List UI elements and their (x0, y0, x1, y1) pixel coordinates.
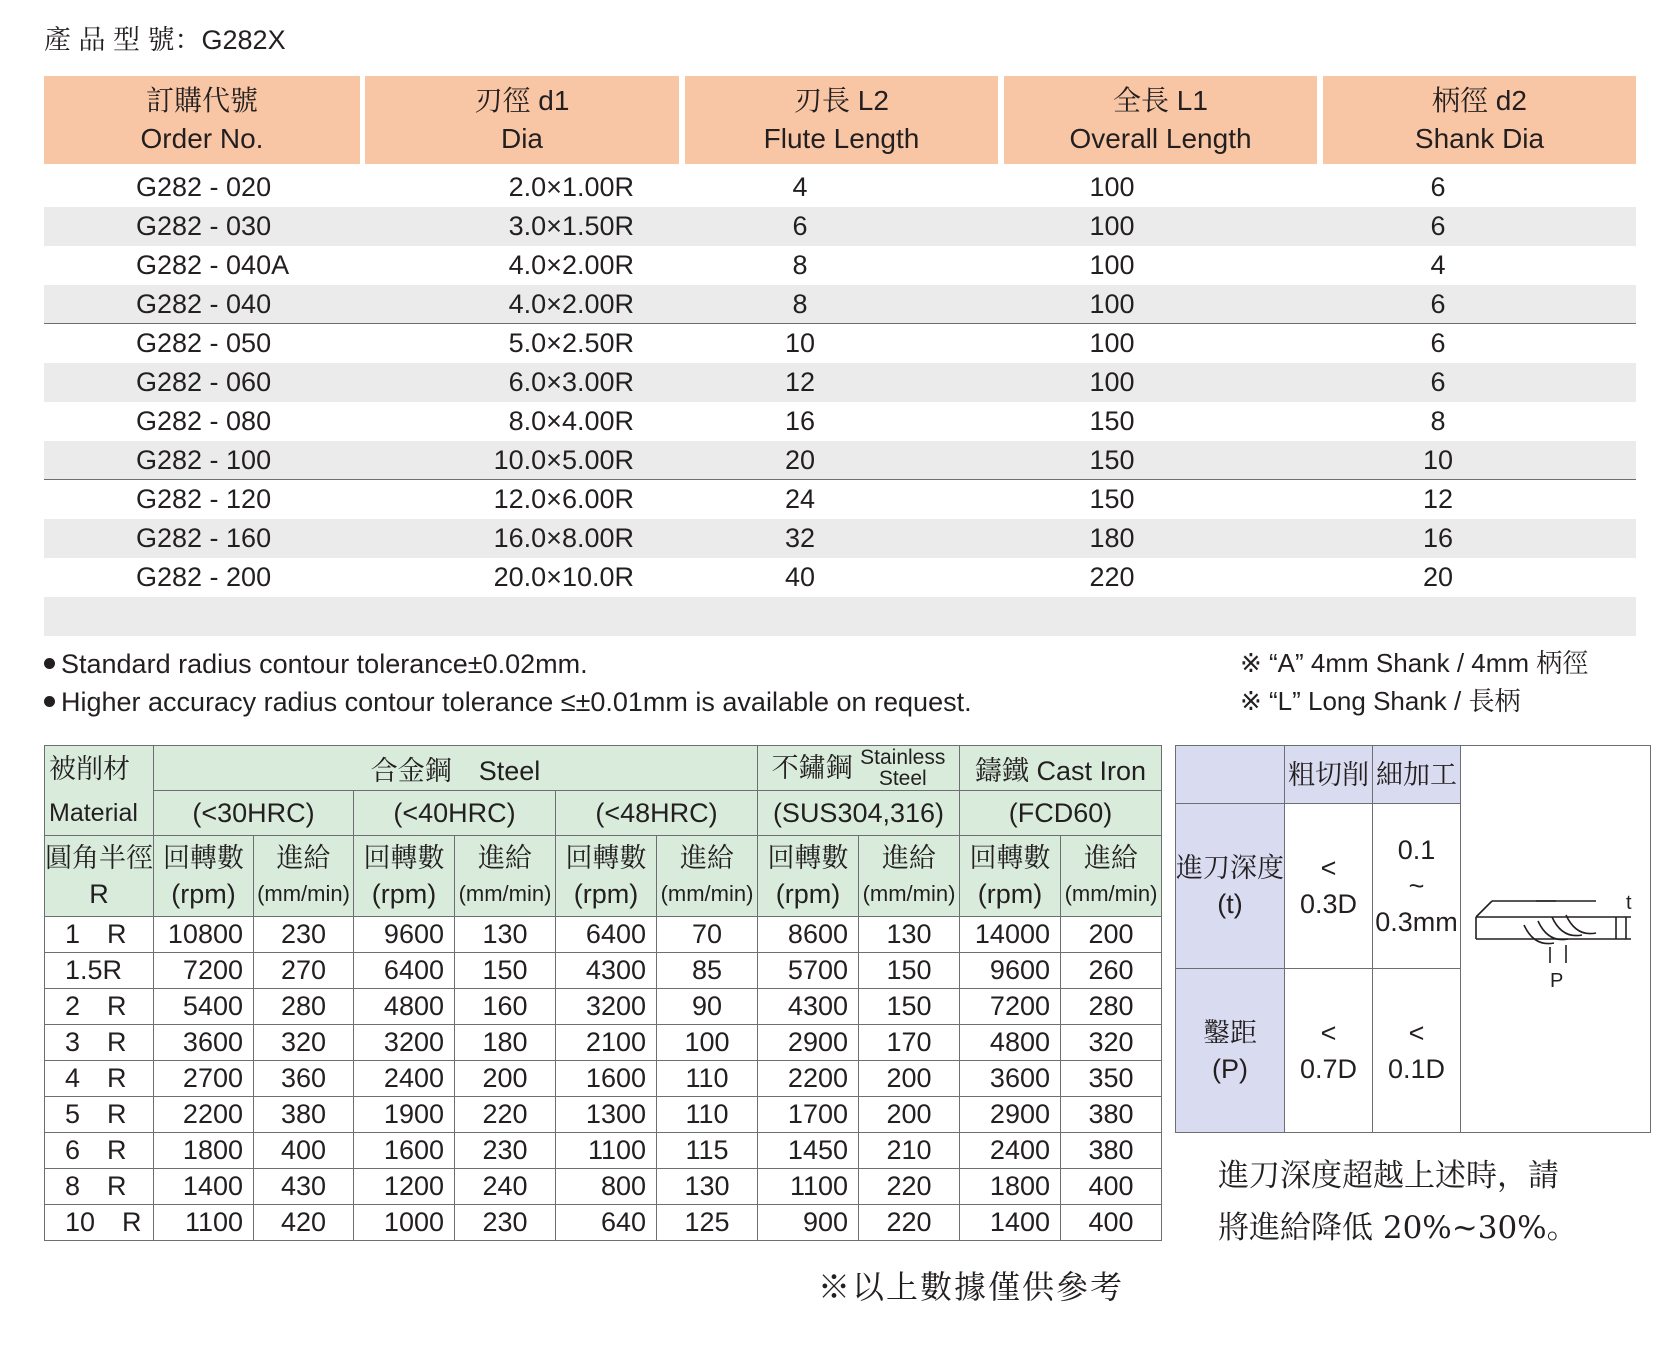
feed-cell: 100 (657, 1025, 758, 1061)
cell-dia: 5.0×2.50R (508, 328, 634, 358)
rpm-cell: 1800 (154, 1133, 254, 1169)
radius-cell: 6 R (45, 1133, 154, 1169)
radius-cell: 10 R (45, 1205, 154, 1241)
rpm-cell: 14000 (960, 917, 1061, 953)
feed-zh: 進給 (1084, 843, 1138, 873)
feed-cell: 400 (1061, 1169, 1162, 1205)
rpm-cell: 800 (556, 1169, 657, 1205)
table-row (45, 989, 1162, 1025)
product-model-title (44, 20, 286, 60)
rpm-cell: 2200 (758, 1061, 859, 1097)
feed-cell: 200 (859, 1097, 960, 1133)
cell-flute: 4 (792, 172, 808, 202)
feed-cell: 200 (455, 1061, 556, 1097)
cell-shank: 12 (1422, 484, 1454, 514)
rpm-cell: 4800 (354, 989, 455, 1025)
feed-cell: 220 (455, 1097, 556, 1133)
feed-cell: 220 (859, 1205, 960, 1241)
header-zh: 訂購代號 (145, 85, 258, 116)
cell-overall: 100 (1089, 289, 1135, 319)
rpm-zh: 回轉數 (163, 843, 244, 873)
rpm-zh: 回轉數 (363, 843, 445, 873)
value-line: < (1320, 1017, 1337, 1048)
table-row (44, 285, 1636, 324)
stainless-zh: 不鏽鋼 (771, 753, 853, 783)
cutting-conditions-table (44, 745, 1162, 1241)
feed-cell: 320 (1061, 1025, 1162, 1061)
cell-flute: 12 (784, 367, 816, 397)
cell-order: G282 - 020 (136, 172, 272, 202)
feed-cell: 400 (1061, 1205, 1162, 1241)
feed-header (1061, 836, 1162, 917)
radius-cell: 8 R (45, 1169, 154, 1205)
cell-order: G282 - 160 (136, 523, 272, 553)
radius-cell: 3 R (45, 1025, 154, 1061)
rpm-cell: 1100 (154, 1205, 254, 1241)
cell-overall: 220 (1089, 562, 1135, 592)
bullet-icon (44, 658, 55, 669)
feed-cell: 70 (657, 917, 758, 953)
feed-cell: 130 (455, 917, 556, 953)
header-zh: 柄徑 d2 (1432, 85, 1527, 116)
radius-cell: 1 R (45, 917, 154, 953)
rpm-cell: 7200 (960, 989, 1061, 1025)
feed-cell: 130 (859, 917, 960, 953)
value-line: ~ (1408, 871, 1425, 901)
radius-cell: 2 R (45, 989, 154, 1025)
model-number: G282X (201, 25, 286, 55)
depth-table-corner (1176, 746, 1285, 804)
feed-cell: 180 (455, 1025, 556, 1061)
cell-overall: 100 (1089, 367, 1135, 397)
rpm-cell: 1400 (960, 1205, 1061, 1241)
rpm-cell: 10800 (154, 917, 254, 953)
feed-cell: 430 (254, 1169, 354, 1205)
feed-cell: 220 (859, 1169, 960, 1205)
cell-flute: 6 (792, 211, 808, 241)
value-line: 0.7D (1299, 1053, 1358, 1084)
feed-cell: 230 (455, 1133, 556, 1169)
cell-dia: 10.0×5.00R (493, 445, 634, 475)
feed-cell: 85 (657, 953, 758, 989)
rpm-cell: 1400 (154, 1169, 254, 1205)
feed-cell: 150 (859, 989, 960, 1025)
rpm-cell: 3200 (556, 989, 657, 1025)
stainless-header (758, 746, 960, 791)
cell-dia: 8.0×4.00R (508, 406, 634, 436)
feed-cell: 350 (1061, 1061, 1162, 1097)
table-row (44, 363, 1636, 402)
rpm-cell: 4300 (556, 953, 657, 989)
table-row (44, 480, 1636, 519)
header-zh: 刃徑 d1 (474, 85, 570, 116)
depth-zh: 進刀深度 (1176, 853, 1284, 883)
feed-cell: 170 (859, 1025, 960, 1061)
value-line: 0.1D (1387, 1053, 1446, 1084)
cell-flute: 16 (784, 406, 816, 436)
depth-finish-value (1373, 804, 1461, 969)
table-row (45, 1205, 1162, 1241)
note-l-shank: ※ “L” Long Shank / 長柄 (1240, 686, 1521, 716)
radius-cell: 5 R (45, 1097, 154, 1133)
rpm-en: (rpm) (371, 879, 437, 909)
rpm-en: (rpm) (977, 879, 1043, 909)
cell-shank: 6 (1430, 289, 1446, 319)
rpm-cell: 3200 (354, 1025, 455, 1061)
cell-shank: 6 (1430, 211, 1446, 241)
feed-cell: 115 (657, 1133, 758, 1169)
rpm-cell: 2900 (758, 1025, 859, 1061)
rpm-cell: 1800 (960, 1169, 1061, 1205)
product-table-header (44, 76, 1636, 164)
rpm-en: (rpm) (573, 879, 639, 909)
feed-cell: 160 (455, 989, 556, 1025)
cell-shank: 8 (1430, 406, 1446, 436)
value-line: 0.3D (1299, 889, 1358, 919)
cell-overall: 100 (1089, 328, 1135, 358)
feed-cell: 230 (455, 1205, 556, 1241)
feed-cell: 280 (1061, 989, 1162, 1025)
feed-cell: 270 (254, 953, 354, 989)
cutting-depth-diagram (1466, 865, 1646, 1005)
rpm-header (354, 836, 455, 917)
cell-overall: 100 (1089, 250, 1135, 280)
header-overall-length (1004, 76, 1317, 164)
rpm-cell: 9600 (960, 953, 1061, 989)
feed-cell: 90 (657, 989, 758, 1025)
rpm-cell: 1300 (556, 1097, 657, 1133)
cell-dia: 16.0×8.00R (493, 523, 634, 553)
cell-order: G282 - 100 (136, 445, 272, 475)
cell-order: G282 - 080 (136, 406, 272, 436)
rpm-header (960, 836, 1061, 917)
feed-cell: 200 (1061, 917, 1162, 953)
table-row (44, 168, 1636, 207)
cell-overall: 150 (1089, 484, 1135, 514)
feed-header (859, 836, 960, 917)
rpm-cell: 2400 (960, 1133, 1061, 1169)
hardness-fcd: (FCD60) (960, 791, 1162, 836)
hardness-sus: (SUS304,316) (758, 791, 960, 836)
stainless-en: Steel (878, 767, 927, 790)
cell-flute: 24 (784, 484, 816, 514)
cell-order: G282 - 050 (136, 328, 272, 358)
feed-cell: 210 (859, 1133, 960, 1169)
rpm-cell: 1200 (354, 1169, 455, 1205)
radius-cell: 1.5R (45, 953, 154, 989)
feed-cell: 280 (254, 989, 354, 1025)
feed-en: (mm/min) (660, 881, 754, 906)
rpm-cell: 6400 (556, 917, 657, 953)
feed-header (455, 836, 556, 917)
feed-header (657, 836, 758, 917)
rpm-cell: 3600 (154, 1025, 254, 1061)
hardness-48: (<48HRC) (556, 791, 758, 836)
feed-cell: 230 (254, 917, 354, 953)
rpm-cell: 9600 (354, 917, 455, 953)
table-row (45, 1097, 1162, 1133)
rpm-en: (rpm) (775, 879, 841, 909)
value-line: < (1320, 853, 1337, 883)
cast-iron-header: 鑄鐵 Cast Iron (960, 746, 1162, 791)
pitch-header (1176, 969, 1285, 1133)
cell-order: G282 - 120 (136, 484, 272, 514)
rpm-zh: 回轉數 (565, 843, 647, 873)
steel-header: 合金鋼 Steel (154, 746, 758, 791)
model-label: 產 品 型 號： (44, 25, 202, 55)
rpm-cell: 7200 (154, 953, 254, 989)
value-line: 0.3mm (1375, 907, 1458, 937)
feed-cell: 125 (657, 1205, 758, 1241)
feed-en: (mm/min) (1064, 881, 1158, 906)
feed-cell: 130 (657, 1169, 758, 1205)
diagram-p-label: P (1549, 969, 1563, 992)
rpm-cell: 1600 (354, 1133, 455, 1169)
cell-overall: 100 (1089, 172, 1135, 202)
rpm-cell: 5700 (758, 953, 859, 989)
depth-en: (t) (1217, 889, 1243, 919)
table-row (45, 1061, 1162, 1097)
note-higher-accuracy (44, 684, 972, 721)
header-en: Flute Length (763, 123, 920, 154)
cell-shank: 10 (1422, 445, 1454, 475)
cell-flute: 32 (784, 523, 816, 553)
header-zh: 刃長 L2 (794, 85, 889, 116)
feed-cell: 200 (859, 1061, 960, 1097)
material-header (45, 746, 154, 836)
table-row (44, 441, 1636, 480)
radius-en: R (89, 879, 109, 909)
value-line: < (1408, 1017, 1425, 1048)
rpm-cell: 1100 (556, 1133, 657, 1169)
cell-shank: 6 (1430, 367, 1446, 397)
cell-order: G282 - 040 (136, 289, 272, 319)
rpm-cell: 2200 (154, 1097, 254, 1133)
feed-reduction-advice (1218, 1150, 1578, 1254)
table-row (44, 324, 1636, 363)
feed-cell: 420 (254, 1205, 354, 1241)
feed-cell: 150 (859, 953, 960, 989)
radius-header (45, 836, 154, 917)
rpm-cell: 3600 (960, 1061, 1061, 1097)
rpm-cell: 1000 (354, 1205, 455, 1241)
rpm-cell: 1100 (758, 1169, 859, 1205)
table-row (45, 1025, 1162, 1061)
feed-zh: 進給 (276, 843, 331, 873)
feed-cell: 360 (254, 1061, 354, 1097)
note-text: Higher accuracy radius contour tolerance ≤±0.01mm is available on request. (61, 687, 972, 717)
hardness-40: (<40HRC) (354, 791, 556, 836)
table-row (45, 953, 1162, 989)
rpm-zh: 回轉數 (969, 843, 1051, 873)
cell-order: G282 - 040A (136, 250, 290, 280)
cell-flute: 40 (784, 562, 816, 592)
cell-overall: 150 (1089, 445, 1135, 475)
table-row (45, 1133, 1162, 1169)
feed-cell: 260 (1061, 953, 1162, 989)
advice-line: 將進給降低 20%~30%。 (1218, 1210, 1578, 1246)
table-row (44, 519, 1636, 558)
feed-en: (mm/min) (458, 881, 552, 906)
header-en: Shank Dia (1414, 123, 1545, 154)
header-en: Dia (500, 123, 543, 154)
rpm-cell: 6400 (354, 953, 455, 989)
cell-flute: 10 (784, 328, 816, 358)
diagram-t-label: t (1625, 891, 1632, 914)
header-flute-length (685, 76, 998, 164)
cell-dia: 12.0×6.00R (493, 484, 634, 514)
rpm-cell: 4300 (758, 989, 859, 1025)
stainless-en: Stainless (860, 746, 946, 769)
reference-footnote: ※以上數據僅供參考 (818, 1268, 1125, 1306)
feed-cell: 320 (254, 1025, 354, 1061)
pitch-finish-value (1373, 969, 1461, 1133)
header-en: Overall Length (1069, 123, 1252, 154)
material-en: Material (49, 798, 138, 827)
rpm-cell: 1900 (354, 1097, 455, 1133)
table-row (44, 558, 1636, 597)
rpm-cell: 2900 (960, 1097, 1061, 1133)
rpm-cell: 1600 (556, 1061, 657, 1097)
cell-overall: 100 (1089, 211, 1135, 241)
cell-flute: 20 (784, 445, 816, 475)
feed-cell: 110 (657, 1061, 758, 1097)
cell-dia: 6.0×3.00R (508, 367, 634, 397)
feed-cell: 380 (1061, 1133, 1162, 1169)
depth-header (1176, 804, 1285, 969)
cell-flute: 8 (792, 289, 808, 319)
feed-en: (mm/min) (257, 881, 350, 906)
feed-cell: 380 (1061, 1097, 1162, 1133)
feed-cell: 240 (455, 1169, 556, 1205)
depth-pitch-table (1175, 745, 1651, 1133)
feed-zh: 進給 (882, 843, 936, 873)
header-shank-dia (1323, 76, 1636, 164)
cell-order: G282 - 200 (136, 562, 272, 592)
feed-en: (mm/min) (862, 881, 956, 906)
feed-cell: 380 (254, 1097, 354, 1133)
feed-cell: 110 (657, 1097, 758, 1133)
cell-dia: 3.0×1.50R (508, 211, 634, 241)
table-row (44, 246, 1636, 285)
cell-dia: 2.0×1.00R (508, 172, 634, 202)
feed-header (254, 836, 354, 917)
header-dia (365, 76, 679, 164)
rpm-cell: 1450 (758, 1133, 859, 1169)
material-zh: 被削材 (49, 753, 130, 784)
cell-overall: 180 (1089, 523, 1135, 553)
header-zh: 全長 L1 (1113, 85, 1208, 116)
advice-line: 進刀深度超越上述時，請 (1218, 1158, 1559, 1194)
table-row (44, 402, 1636, 441)
cell-shank: 16 (1422, 523, 1454, 553)
rpm-cell: 640 (556, 1205, 657, 1241)
table-row (45, 917, 1162, 953)
cell-overall: 150 (1089, 406, 1135, 436)
pitch-en: (P) (1212, 1053, 1248, 1084)
rpm-header (154, 836, 254, 917)
rpm-header (758, 836, 859, 917)
cell-shank: 20 (1422, 562, 1454, 592)
rpm-en: (rpm) (171, 879, 236, 909)
cell-order: G282 - 060 (136, 367, 272, 397)
cell-order: G282 - 030 (136, 211, 272, 241)
cell-shank: 4 (1430, 250, 1446, 280)
rpm-cell: 8600 (758, 917, 859, 953)
radius-zh: 圓角半徑 (45, 843, 153, 873)
note-text: Standard radius contour tolerance±0.02mm. (61, 649, 588, 679)
table-row (44, 207, 1636, 246)
feed-cell: 400 (254, 1133, 354, 1169)
cell-shank: 6 (1430, 328, 1446, 358)
radius-cell: 4 R (45, 1061, 154, 1097)
bullet-icon (44, 696, 55, 707)
cell-dia: 20.0×10.0R (493, 562, 634, 592)
product-spec-table (44, 76, 1636, 636)
cell-dia: 4.0×2.00R (508, 250, 634, 280)
rpm-cell: 5400 (154, 989, 254, 1025)
rpm-cell: 2700 (154, 1061, 254, 1097)
cell-flute: 8 (792, 250, 808, 280)
value-line: 0.1 (1397, 835, 1436, 865)
pitch-rough-value (1285, 969, 1373, 1133)
rpm-cell: 2400 (354, 1061, 455, 1097)
rpm-cell: 4800 (960, 1025, 1061, 1061)
finish-cut-header: 細加工 (1373, 746, 1461, 804)
product-table-footer (44, 597, 1636, 636)
rpm-header (556, 836, 657, 917)
pitch-zh: 鑿距 (1203, 1017, 1257, 1048)
note-a-shank: ※ “A” 4mm Shank / 4mm 柄徑 (1240, 648, 1589, 678)
feed-cell: 150 (455, 953, 556, 989)
cell-dia: 4.0×2.00R (508, 289, 634, 319)
cell-shank: 6 (1430, 172, 1446, 202)
feed-zh: 進給 (478, 843, 532, 873)
hardness-30: (<30HRC) (154, 791, 354, 836)
rpm-zh: 回轉數 (767, 843, 849, 873)
rpm-cell: 2100 (556, 1025, 657, 1061)
note-standard-tolerance (44, 646, 588, 683)
header-en: Order No. (140, 123, 264, 154)
rpm-cell: 1700 (758, 1097, 859, 1133)
product-table-body (44, 168, 1636, 597)
rpm-cell: 900 (758, 1205, 859, 1241)
depth-rough-value (1285, 804, 1373, 969)
table-row (45, 1169, 1162, 1205)
feed-zh: 進給 (680, 843, 734, 873)
header-order-no (44, 76, 360, 164)
rough-cut-header: 粗切削 (1285, 746, 1373, 804)
cut-diagram-cell (1461, 746, 1651, 1133)
